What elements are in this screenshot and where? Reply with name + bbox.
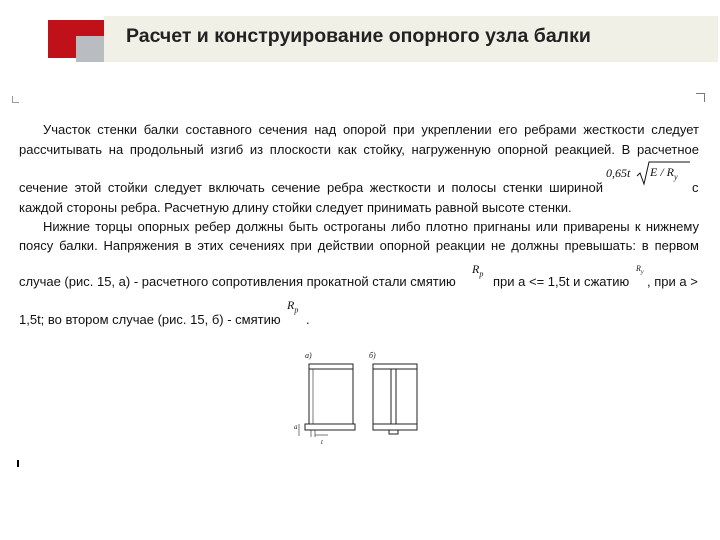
slide-title: Расчет и конструирование опорного узла балки	[126, 25, 591, 47]
paragraph-line-4: каждой стороны ребра. Расчетную длину стойки следует принимать равной высоте стенки.	[19, 200, 572, 215]
crop-mark-top-left	[12, 96, 19, 103]
formula-ry	[636, 264, 644, 276]
paragraph-line-7-mid: при а <= 1,5t и сжатию	[493, 274, 630, 289]
formula-rp-1-symbol: R	[472, 262, 480, 276]
formula-rp-2-symbol: R	[287, 298, 295, 312]
header-accent-grey	[76, 36, 106, 62]
formula-rp-1	[472, 262, 483, 278]
formula-width-coef: 0,65t	[606, 166, 631, 180]
paragraph-line-2: рассчитывать на продольный изгиб из плоскости как стойку, нагруженную опорной реакцией. В расчетное	[19, 142, 699, 157]
figure-b-bottom-flange	[373, 424, 417, 430]
formula-root-subscript: y	[674, 172, 678, 182]
paragraph-line-7-tail: , при а >	[647, 274, 698, 289]
figure-dim-t: t	[321, 438, 323, 446]
formula-rp-2	[287, 298, 298, 314]
formula-rp-2-subscript: p	[294, 305, 299, 315]
paragraph-line-8-tail: .	[306, 312, 310, 327]
formula-root-text: E / R	[650, 165, 674, 179]
formula-root-body	[650, 165, 678, 181]
paragraph-line-3: сечение этой стойки следует включать сечение ребра жесткости и полосы стенки шириной	[19, 180, 603, 195]
paragraph-line-7: случае (рис. 15, а) - расчетного сопротивления прокатной стали смятию	[19, 274, 456, 289]
paragraph-line-3-tail: с	[692, 180, 699, 195]
paragraph-line-6: поясу балки. Напряжения в этих сечениях при действии опорной реакции не должны превышать: в первом	[19, 238, 699, 253]
figure-label-b: б)	[369, 351, 376, 360]
paragraph-line-8: 1,5t; во втором случае (рис. 15, б) - смятию	[19, 312, 281, 327]
figure-a-bottom-flange	[305, 424, 355, 430]
crop-mark-top-right	[696, 93, 705, 102]
figure-label-a: а)	[305, 351, 312, 360]
figure-15	[293, 340, 423, 465]
paragraph-line-1: Участок стенки балки составного сечения над опорой при укреплении его ребрами жесткости следует	[43, 122, 699, 137]
paragraph-line-5: Нижние торцы опорных ребер должны быть остроганы либо плотно пригнаны или приварены к нижнему	[43, 219, 699, 234]
figure-dim-a: a	[294, 423, 298, 431]
figure-b-top-flange	[373, 364, 417, 369]
figure-a-top-flange	[309, 364, 353, 369]
formula-ry-symbol: R	[636, 264, 641, 273]
formula-ry-subscript: y	[640, 269, 644, 276]
stray-mark	[17, 460, 19, 467]
formula-rp-1-subscript: p	[479, 269, 484, 279]
figure-b-bearing-plate	[389, 430, 398, 434]
